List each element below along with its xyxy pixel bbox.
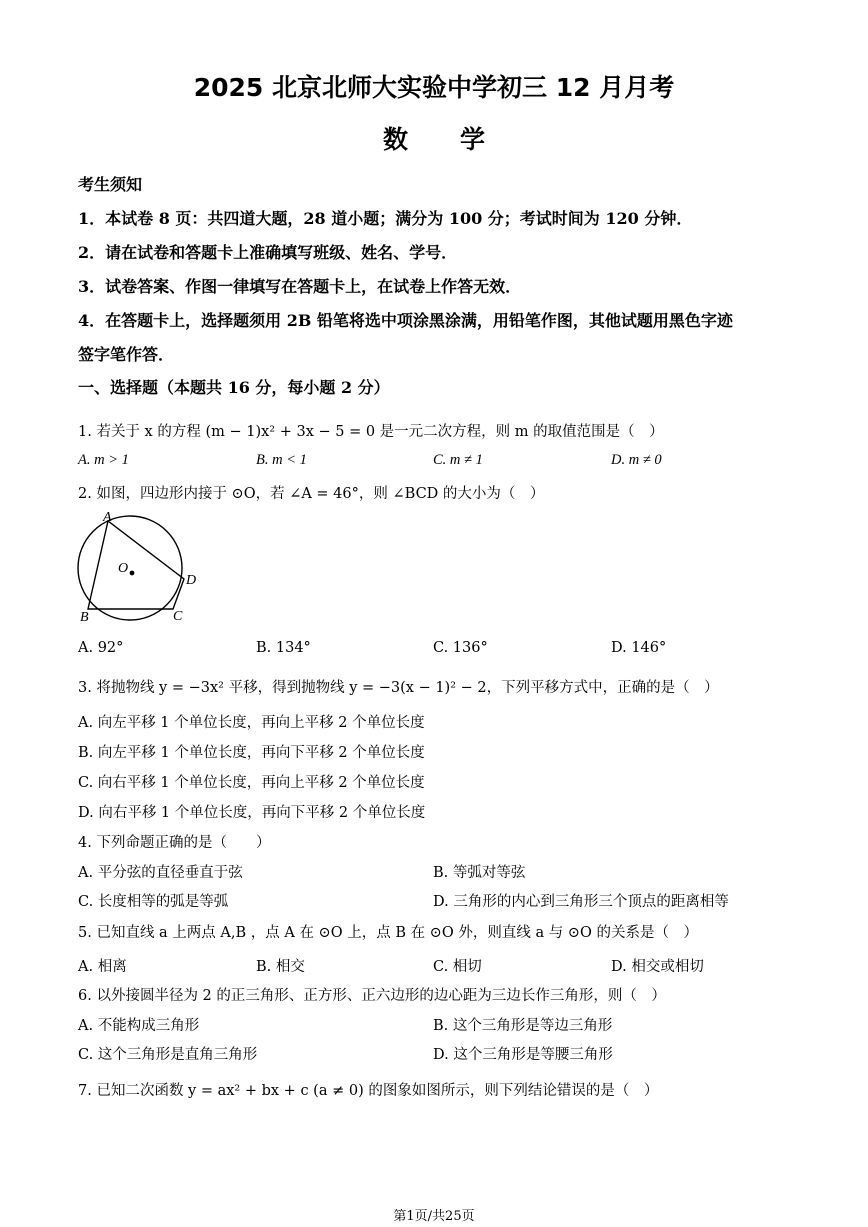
answer-option: C. 136° [433, 640, 488, 656]
answer-option: B. 向左平移 1 个单位长度，再向下平移 2 个单位长度 [78, 745, 425, 761]
answer-option: B. m < 1 [256, 452, 307, 468]
answer-option: B. 等弧对等弦 [433, 865, 526, 881]
center-point [130, 571, 135, 576]
question-stem: 7. 已知二次函数 y = ax² + bx + c (a ≠ 0) 的图象如图所示，则下列结论错误的是（ ） [78, 1083, 659, 1099]
page-title: 2025 北京北师大实验中学初三 12 月月考 [193, 73, 675, 102]
notice-item: 3．试卷答案、作图一律填写在答题卡上，在试卷上作答无效． [78, 277, 522, 296]
notice-item: 2．请在试卷和答题卡上准确填写班级、姓名、学号． [78, 243, 458, 262]
answer-option: D. 向右平移 1 个单位长度，再向下平移 2 个单位长度 [78, 805, 426, 821]
answer-option: D. m ≠ 0 [611, 452, 662, 468]
answer-option: C. 这个三角形是直角三角形 [78, 1047, 258, 1063]
notice-item: 签字笔作答． [78, 345, 175, 364]
circle-o [78, 516, 182, 620]
question-stem: 5. 已知直线 a 上两点 A,B ，点 A 在 ⊙O 上，点 B 在 ⊙O 外，则直线 a 与 ⊙O 的关系是（ ） [78, 925, 698, 941]
answer-option: A. 不能构成三角形 [78, 1018, 200, 1034]
notice-item: 1．本试卷 8 页：共四道大题，28 道小题；满分为 100 分；考试时间为 120 分钟． [78, 209, 693, 228]
answer-option: B. 这个三角形是等边三角形 [433, 1018, 613, 1034]
section-heading: 一、选择题（本题共 16 分，每小题 2 分） [78, 378, 390, 397]
answer-option: C. m ≠ 1 [433, 452, 483, 468]
circle-figure [72, 508, 212, 628]
question-stem: 6. 以外接圆半径为 2 的正三角形、正方形、正六边形的边心距为三边长作三角形，则（ ） [78, 988, 666, 1004]
question-stem: 1. 若关于 x 的方程 (m − 1)x² + 3x − 5 = 0 是一元二次方程，则 m 的取值范围是（ ） [78, 424, 664, 440]
answer-option: C. 长度相等的弧是等弧 [78, 894, 229, 910]
answer-option: A. 相离 [78, 959, 127, 975]
answer-option: C. 向右平移 1 个单位长度，再向上平移 2 个单位长度 [78, 775, 425, 791]
label-b: B [80, 610, 89, 625]
notice-item: 4．在答题卡上，选择题须用 2B 铅笔将选中项涂黑涂满，用铅笔作图，其他试题用黑色字迹 [78, 311, 733, 330]
question-stem: 3. 将抛物线 y = −3x² 平移，得到抛物线 y = −3(x − 1)² − 2，下列平移方式中，正确的是（ ） [78, 680, 719, 696]
label-d: D [186, 573, 197, 588]
answer-option: C. 相切 [433, 959, 482, 975]
subject-title: 数学 [382, 125, 537, 154]
question-stem: 4. 下列命题正确的是（ ） [78, 835, 271, 851]
answer-option: D. 三角形的内心到三角形三个顶点的距离相等 [433, 894, 729, 910]
label-o: O [118, 561, 129, 576]
page-number: 第1页/共25页 [393, 1209, 475, 1224]
answer-option: D. 相交或相切 [611, 959, 704, 975]
answer-option: B. 相交 [256, 959, 305, 975]
answer-option: A. m > 1 [78, 452, 129, 468]
label-c: C [173, 609, 183, 624]
answer-option: B. 134° [256, 640, 311, 656]
answer-option: D. 这个三角形是等腰三角形 [433, 1047, 613, 1063]
label-a: A [103, 510, 112, 525]
answer-option: A. 向左平移 1 个单位长度，再向上平移 2 个单位长度 [78, 715, 425, 731]
answer-option: A. 平分弦的直径垂直于弦 [78, 865, 243, 881]
question-stem: 2. 如图，四边形内接于 ⊙O，若 ∠A = 46°，则 ∠BCD 的大小为（ ） [78, 486, 545, 502]
answer-option: D. 146° [611, 640, 667, 656]
notice-heading: 考生须知 [78, 175, 143, 194]
answer-option: A. 92° [78, 640, 124, 656]
